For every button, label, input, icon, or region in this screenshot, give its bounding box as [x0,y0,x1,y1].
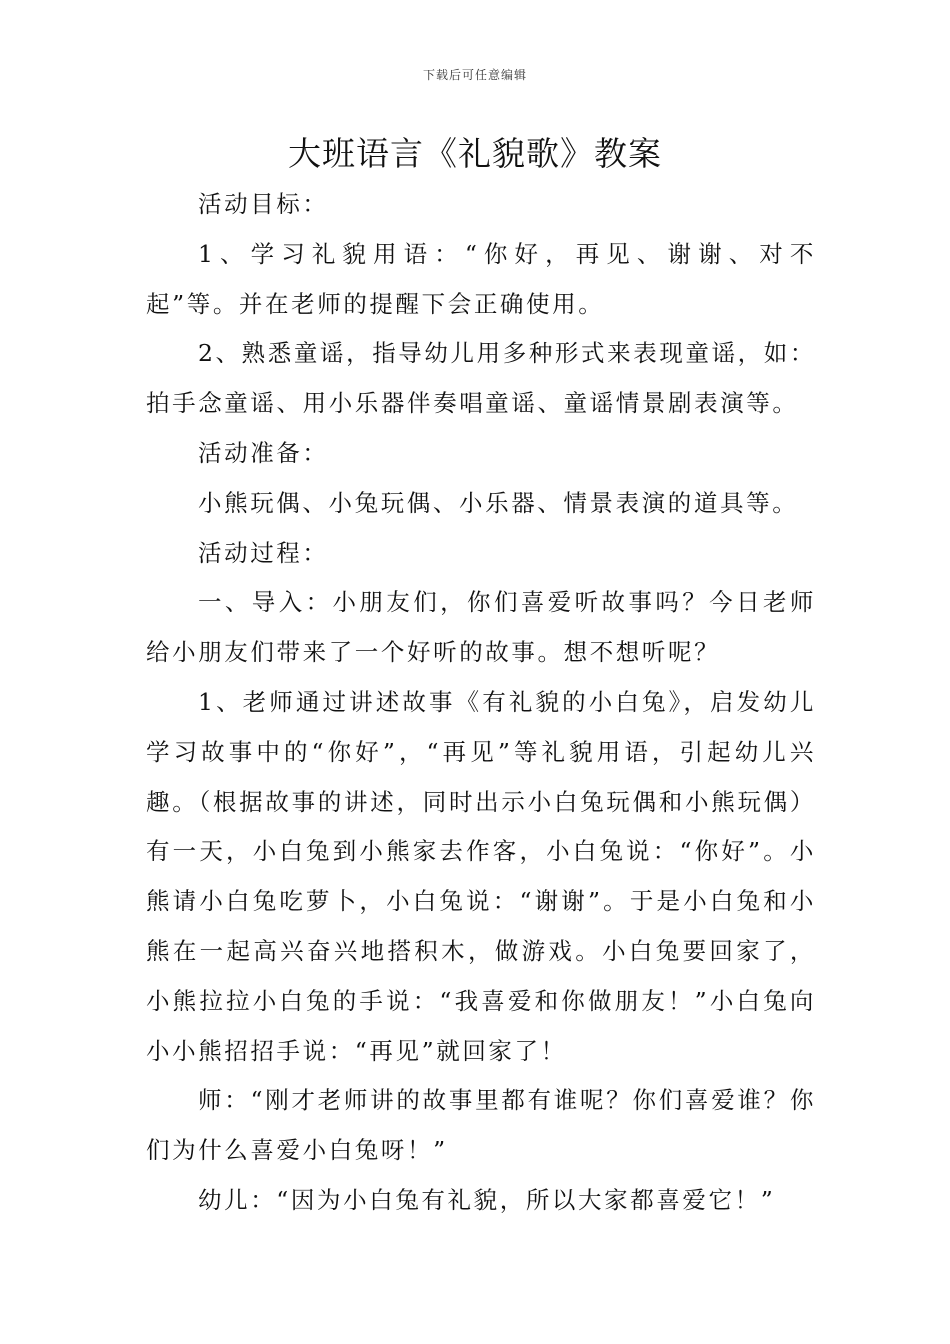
process-step-1: 1、老师通过讲述故事《有礼貌的小白兔》，启发幼儿学习故事中的“你好”，“再见”等礼貌用语，引起幼儿兴趣。（根据故事的讲述，同时出示小白兔玩偶和小熊玩偶）有一天，小白兔到小熊家去作客，小白兔说：“你好”。小熊请小白兔吃萝卜，小白兔说：“谢谢”。于是小白兔和小熊在一起高兴奋兴地搭积木，做游戏。小白兔要回家了，小熊拉拉小白兔的手说：“我喜爱和你做朋友！”小白兔向小小熊招招手说：“再见”就回家了！ [146,687,816,1065]
section-heading-preparation: 活动准备： [198,438,329,467]
section-heading-process: 活动过程： [198,538,329,567]
goal-item-1: 1、学习礼貌用语：“你好，再见、谢谢、对不起”等。并在老师的提醒下会正确使用。 [146,239,816,318]
section-heading-goals: 活动目标： [198,190,329,218]
header-note: 下载后可任意编辑 [422,68,527,82]
goal-item-2: 2、熟悉童谣，指导幼儿用多种形式来表现童谣，如：拍手念童谣、用小乐器伴奏唱童谣、童谣情景剧表演等。 [146,339,816,418]
teacher-dialogue: 师：“刚才老师讲的故事里都有谁呢？你们喜爱谁？你们为什么喜爱小白兔呀！” [146,1086,816,1165]
document-title: 大班语言《礼貌歌》教案 [288,134,662,173]
process-intro: 一、导入：小朋友们，你们喜爱听故事吗？今日老师给小朋友们带来了一个好听的故事。想不想听呢？ [146,588,816,667]
preparation-text: 小熊玩偶、小兔玩偶、小乐器、情景表演的道具等。 [198,488,799,517]
child-dialogue: 幼儿：“因为小白兔有礼貌，所以大家都喜爱它！” [198,1185,776,1214]
document-body [146,180,816,1226]
